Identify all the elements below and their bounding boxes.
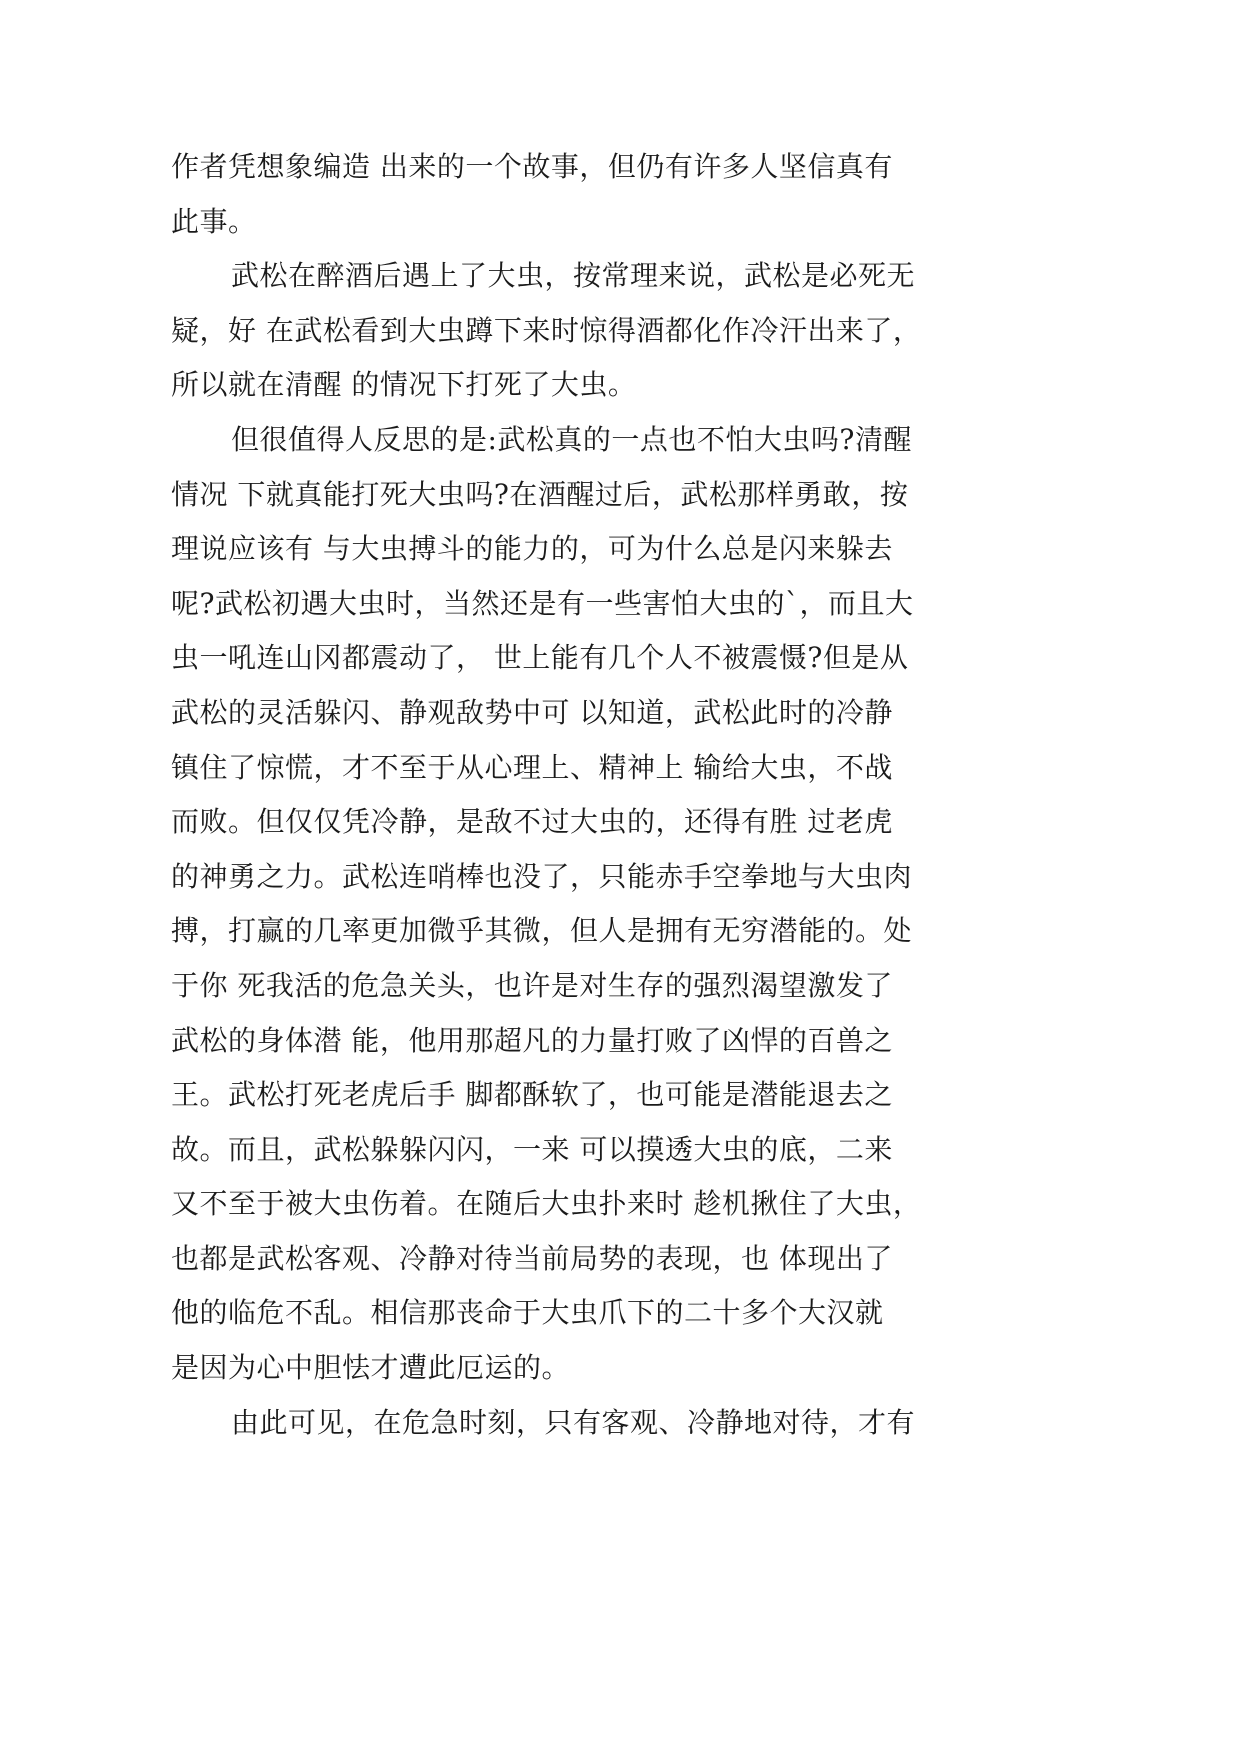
text-line: 武松的身体潜 能，他用那超凡的力量打败了凶悍的百兽之 xyxy=(171,1023,893,1057)
paragraph-start-line: 但很值得人反思的是:武松真的一点也不怕大虫吗?清醒 xyxy=(231,422,912,456)
text-line: 镇住了惊慌，才不至于从心理上、精神上 输给大虫，不战 xyxy=(171,750,893,784)
text-line: 此事。 xyxy=(171,204,257,238)
text-line: 故。而且，武松躲躲闪闪，一来 可以摸透大虫的底，二来 xyxy=(171,1132,893,1166)
text-line: 理说应该有 与大虫搏斗的能力的，可为什么总是闪来躲去 xyxy=(171,532,893,566)
body-text xyxy=(171,140,951,1450)
text-line: 也都是武松客观、冷静对待当前局势的表现，也 体现出了 xyxy=(171,1241,893,1275)
text-line: 作者凭想象编造 出来的一个故事，但仍有许多人坚信真有 xyxy=(171,150,893,183)
text-line: 搏，打赢的几率更加微乎其微，但人是拥有无穷潜能的。处 xyxy=(171,914,913,948)
text-line: 武松的灵活躲闪、静观敌势中可 以知道，武松此时的冷静 xyxy=(171,695,893,729)
text-line: 王。武松打死老虎后手 脚都酥软了，也可能是潜能退去之 xyxy=(171,1078,893,1112)
text-line: 虫一吼连山冈都震动了， 世上能有几个人不被震慑?但是从 xyxy=(171,641,909,675)
text-line: 所以就在清醒 的情况下打死了大虫。 xyxy=(171,368,637,402)
text-line: 于你 死我活的危急关头，也许是对生存的强烈渴望激发了 xyxy=(171,968,893,1002)
paragraph-start-line: 武松在醉酒后遇上了大虫，按常理来说，武松是必死无 xyxy=(231,259,916,293)
text-line: 的神勇之力。武松连哨棒也没了，只能赤手空拳地与大虫肉 xyxy=(171,859,913,893)
text-line: 呢?武松初遇大虫时，当然还是有一些害怕大虫的`，而且大 xyxy=(171,586,914,620)
paragraph-start-line: 由此可见，在危急时刻，只有客观、冷静地对待，才有 xyxy=(231,1405,916,1439)
text-line: 他的临危不乱。相信那丧命于大虫爪下的二十多个大汉就 xyxy=(171,1296,884,1330)
text-line: 情况 下就真能打死大虫吗?在酒醒过后，武松那样勇敢，按 xyxy=(171,477,909,511)
text-line: 而败。但仅仅凭冷静，是敌不过大虫的，还得有胜 过老虎 xyxy=(171,805,893,839)
text-line: 又不至于被大虫伤着。在随后大虫扑来时 趁机揪住了大虫， xyxy=(171,1187,922,1221)
text-line: 是因为心中胆怯才遭此厄运的。 xyxy=(171,1351,571,1385)
text-line: 疑，好 在武松看到大虫蹲下来时惊得酒都化作冷汗出来了， xyxy=(171,313,922,347)
